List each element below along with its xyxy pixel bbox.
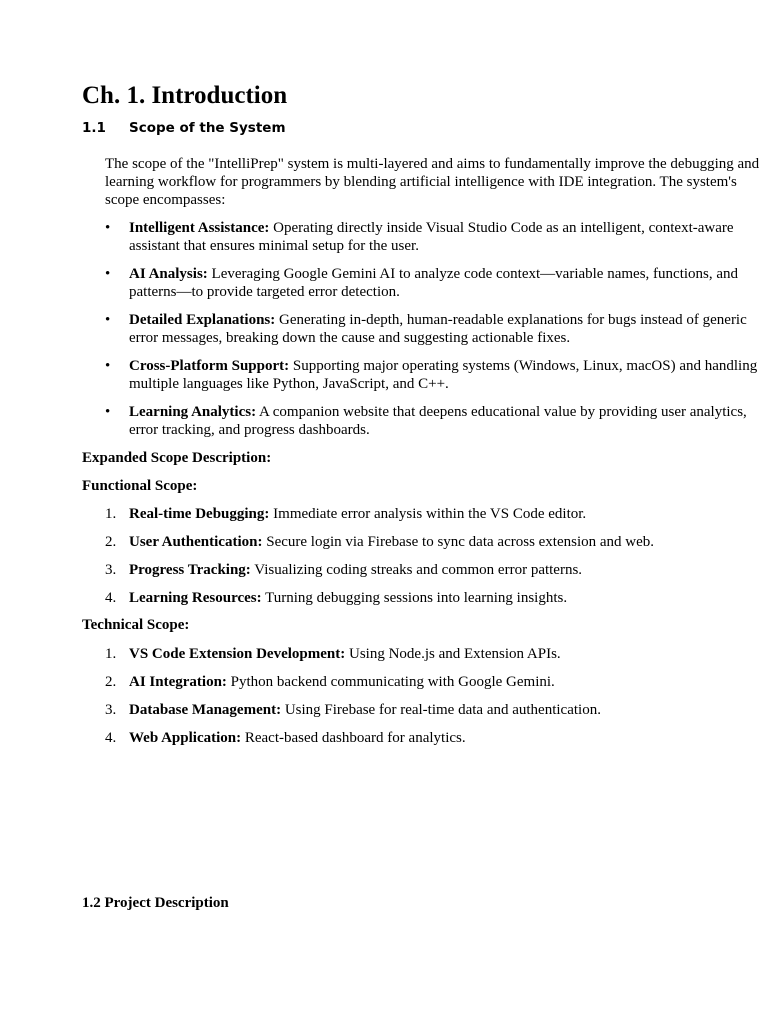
item-text: Turning debugging sessions into learning insights.: [261, 590, 568, 606]
item-text: Using Node.js and Extension APIs.: [345, 646, 561, 662]
technical-scope-heading: Technical Scope:: [82, 617, 190, 633]
technical-scope-list: [105, 645, 745, 757]
list-item: [105, 505, 745, 523]
item-text: Leveraging Google Gemini AI to analyze code context—variable names, functions, and patterns—to provide targeted error detection.: [129, 266, 739, 300]
item-term: Progress Tracking:: [129, 562, 251, 578]
item-term: User Authentication:: [129, 534, 263, 550]
list-item: [105, 265, 768, 301]
scope-bullet-list: [105, 219, 768, 449]
functional-scope-list: [105, 505, 745, 617]
item-term: Real-time Debugging:: [129, 506, 270, 522]
item-text: Secure login via Firebase to sync data across extension and web.: [262, 534, 655, 550]
item-term: Detailed Explanations:: [129, 312, 276, 328]
chapter-title: Ch. 1. Introduction: [82, 82, 288, 109]
bullet-marker: •: [105, 312, 111, 328]
list-item: [105, 561, 745, 579]
list-item: [105, 673, 745, 691]
section-number: 1.1: [82, 120, 106, 136]
item-term: VS Code Extension Development:: [129, 646, 346, 662]
item-number: 4.: [105, 730, 117, 746]
list-item: [105, 403, 768, 439]
item-number: 1.: [105, 506, 117, 522]
item-number: 3.: [105, 562, 117, 578]
item-term: AI Integration:: [129, 674, 227, 690]
item-term: Web Application:: [129, 730, 242, 746]
list-item: [105, 357, 768, 393]
list-item: [105, 533, 745, 551]
bullet-marker: •: [105, 404, 111, 420]
bullet-marker: •: [105, 358, 111, 374]
list-item: [105, 589, 745, 607]
item-text: React-based dashboard for analytics.: [241, 730, 466, 746]
list-item: [105, 729, 745, 747]
item-text: Operating directly inside Visual Studio Code as an intelligent, context-aware assistant that ensures minimal setup for the user.: [129, 220, 734, 254]
item-number: 4.: [105, 590, 117, 606]
item-term: Intelligent Assistance:: [129, 220, 270, 236]
section-heading-1-1: [82, 120, 286, 136]
item-term: Cross-Platform Support:: [129, 358, 290, 374]
item-number: 3.: [105, 702, 117, 718]
functional-scope-heading: Functional Scope:: [82, 478, 198, 494]
item-term: Database Management:: [129, 702, 282, 718]
intro-paragraph: The scope of the "IntelliPrep" system is multi-layered and aims to fundamentally improve the debugging and learning workflow for programmers by blending artificial intelligence with IDE integration. The system's scope encompasses:: [105, 156, 760, 208]
section-heading-1-2: 1.2 Project Description: [82, 895, 229, 911]
list-item: [105, 311, 768, 347]
list-item: [105, 219, 768, 255]
item-text: Visualizing coding streaks and common error patterns.: [250, 562, 583, 578]
item-text: Immediate error analysis within the VS Code editor.: [269, 506, 587, 522]
bullet-marker: •: [105, 266, 111, 282]
item-text: A companion website that deepens educational value by providing user analytics, error tracking, and progress dashboards.: [129, 404, 747, 438]
item-number: 1.: [105, 646, 117, 662]
item-text: Using Firebase for real-time data and authentication.: [281, 702, 601, 718]
section-title: Scope of the System: [129, 120, 286, 136]
expanded-scope-heading: Expanded Scope Description:: [82, 450, 272, 466]
item-term: Learning Analytics:: [129, 404, 257, 420]
bullet-marker: •: [105, 220, 111, 236]
item-term: Learning Resources:: [129, 590, 262, 606]
list-item: [105, 645, 745, 663]
item-text: Generating in-depth, human-readable explanations for bugs instead of generic error messages, breaking down the cause and suggesting actionable fixes.: [129, 312, 747, 346]
item-number: 2.: [105, 674, 117, 690]
item-text: Python backend communicating with Google Gemini.: [226, 674, 555, 690]
item-text: Supporting major operating systems (Windows, Linux, macOS) and handling multiple languages like Python, JavaScript, and C++.: [129, 358, 758, 392]
item-term: AI Analysis:: [129, 266, 208, 282]
list-item: [105, 701, 745, 719]
item-number: 2.: [105, 534, 117, 550]
